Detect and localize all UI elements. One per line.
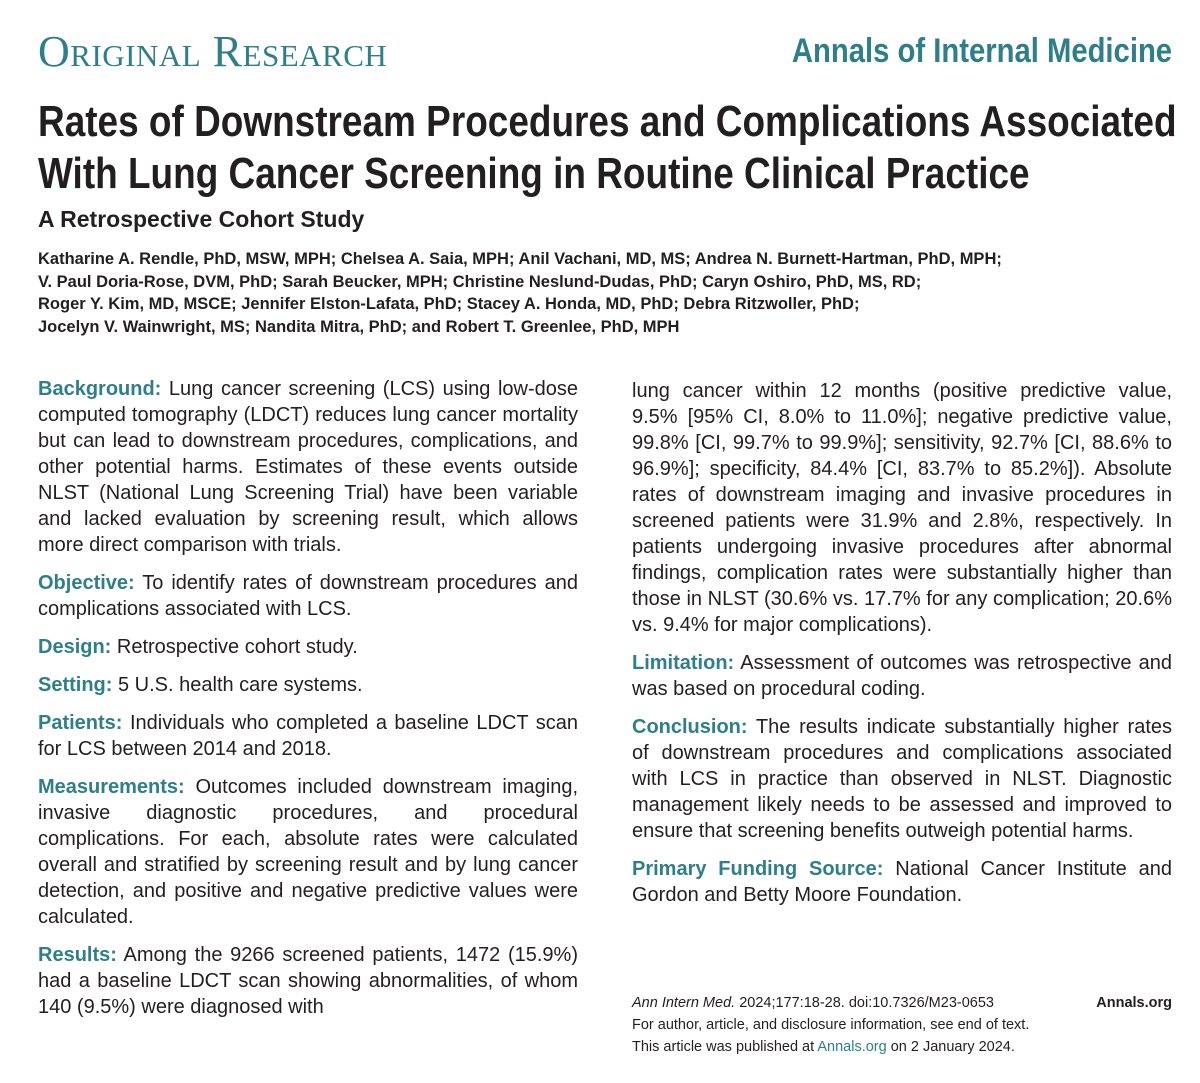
- author-line-1: Katharine A. Rendle, PhD, MSW, MPH; Chelsea A. Saia, MPH; Anil Vachani, MD, MS; Andrea N. Burnett-Hartman, PhD, MPH;: [38, 250, 1002, 268]
- limitation-label: Limitation:: [632, 652, 735, 674]
- title-line-1: Rates of Downstream Procedures and Complications Associated: [38, 97, 1177, 146]
- design-label: Design:: [38, 636, 112, 658]
- article-subtitle: A Retrospective Cohort Study: [38, 206, 365, 232]
- setting-text: 5 U.S. health care systems.: [112, 674, 363, 696]
- results-label: Results:: [38, 944, 117, 966]
- abstract-limitation: [632, 650, 1172, 702]
- abstract-results: [38, 942, 578, 1020]
- site-name: Annals.org: [1096, 995, 1172, 1011]
- abstract-measurements: [38, 774, 578, 930]
- publication-note: [632, 1036, 1172, 1058]
- title-line-2: With Lung Cancer Screening in Routine Clinical Practice: [38, 149, 1030, 198]
- annals-link[interactable]: Annals.org: [817, 1039, 887, 1055]
- abstract-results-continued: lung cancer within 12 months (positive predictive value, 9.5% [95% CI, 8.0% to 11.0%]; negative predictive value, 99.8% [CI, 99.7% to 99.9%]; sensitivity, 92.7% [CI, 88.6% to 96.9%]; specificity, 84.4% [CI, 83.7% to 85.2%]). Absolute rates of downstream imaging and invasive procedures in screened patients were 31.9% and 2.8%, respectively. In patients undergoing invasive procedures after abnormal findings, complication rates were substantially higher than those in NLST (30.6% vs. 17.7% for any complication; 20.6% vs. 9.4% for major complications).: [632, 380, 1172, 636]
- abstract-background: [38, 376, 578, 558]
- measurements-label: Measurements:: [38, 776, 185, 798]
- funding-text: National Cancer Institute and Gordon and Betty Moore Foundation.: [632, 858, 1172, 906]
- publication-note-post: on 2 January 2024.: [886, 1039, 1015, 1055]
- abstract-setting: [38, 672, 578, 698]
- section-label: Original Research: [38, 27, 388, 76]
- abstract-objective: [38, 570, 578, 622]
- abstract-column-left: [38, 376, 578, 1032]
- author-line-3: Roger Y. Kim, MD, MSCE; Jennifer Elston-Lafata, PhD; Stacey A. Honda, MD, PhD; Debra Ritzwoller, PhD;: [38, 295, 860, 313]
- citation-ref-text: 2024;177:18-28. doi:10.7326/M23-0653: [735, 995, 994, 1011]
- abstract-design: [38, 634, 578, 660]
- design-text: Retrospective cohort study.: [111, 636, 358, 658]
- patients-label: Patients:: [38, 712, 123, 734]
- author-line-4: Jocelyn V. Wainwright, MS; Nandita Mitra, PhD; and Robert T. Greenlee, PhD, MPH: [38, 317, 680, 336]
- conclusion-label: Conclusion:: [632, 716, 748, 738]
- measurements-text: Outcomes included downstream imaging, invasive diagnostic procedures, and procedural complications. For each, absolute rates were calculated overall and stratified by screening result and by lung cancer detection, and positive and negative predictive values were calculated.: [38, 776, 578, 928]
- citation-reference: [632, 992, 994, 1014]
- journal-abbreviation: Ann Intern Med.: [632, 995, 736, 1011]
- background-label: Background:: [38, 378, 162, 400]
- funding-label: Primary Funding Source:: [632, 858, 884, 880]
- abstract-patients: [38, 710, 578, 762]
- setting-label: Setting:: [38, 674, 113, 696]
- results-text: Among the 9266 screened patients, 1472 (15.9%) had a baseline LDCT scan showing abnormalities, of whom 140 (9.5%) were diagnosed with: [38, 944, 578, 1018]
- author-line-2: V. Paul Doria-Rose, DVM, PhD; Sarah Beucker, MPH; Christine Neslund-Dudas, PhD; Caryn Oshiro, PhD, MS, RD;: [38, 272, 922, 291]
- abstract-funding: [632, 856, 1172, 908]
- limitation-text: Assessment of outcomes was retrospective and was based on procedural coding.: [632, 652, 1172, 700]
- abstract-column-right: [632, 378, 1172, 920]
- citation-row: [632, 992, 1172, 1014]
- page-header: [38, 26, 1172, 76]
- patients-text: Individuals who completed a baseline LDCT scan for LCS between 2014 and 2018.: [38, 712, 578, 760]
- abstract-conclusion: [632, 714, 1172, 844]
- author-list: [38, 248, 1172, 338]
- background-text: Lung cancer screening (LCS) using low-dose computed tomography (LDCT) reduces lung cancer mortality but can lead to downstream procedures, complications, and other potential harms. Estimates of these events outside NLST (National Lung Screening Trial) have been variable and lacked evaluation by screening result, which allows more direct comparison with trials.: [38, 378, 578, 556]
- article-title: [38, 96, 1180, 200]
- objective-label: Objective:: [38, 572, 135, 594]
- author-info-note: For author, article, and disclosure information, see end of text.: [632, 1017, 1030, 1033]
- citation-block: [632, 992, 1172, 1058]
- objective-text: To identify rates of downstream procedures and complications associated with LCS.: [38, 572, 578, 620]
- conclusion-text: The results indicate substantially higher rates of downstream procedures and complications associated with LCS in practice than observed in NLST. Diagnostic management likely needs to be assessed and improved to ensure that screening benefits outweigh potential harms.: [632, 716, 1172, 842]
- journal-name: Annals of Internal Medicine: [791, 32, 1172, 70]
- publication-note-pre: This article was published at: [632, 1039, 818, 1055]
